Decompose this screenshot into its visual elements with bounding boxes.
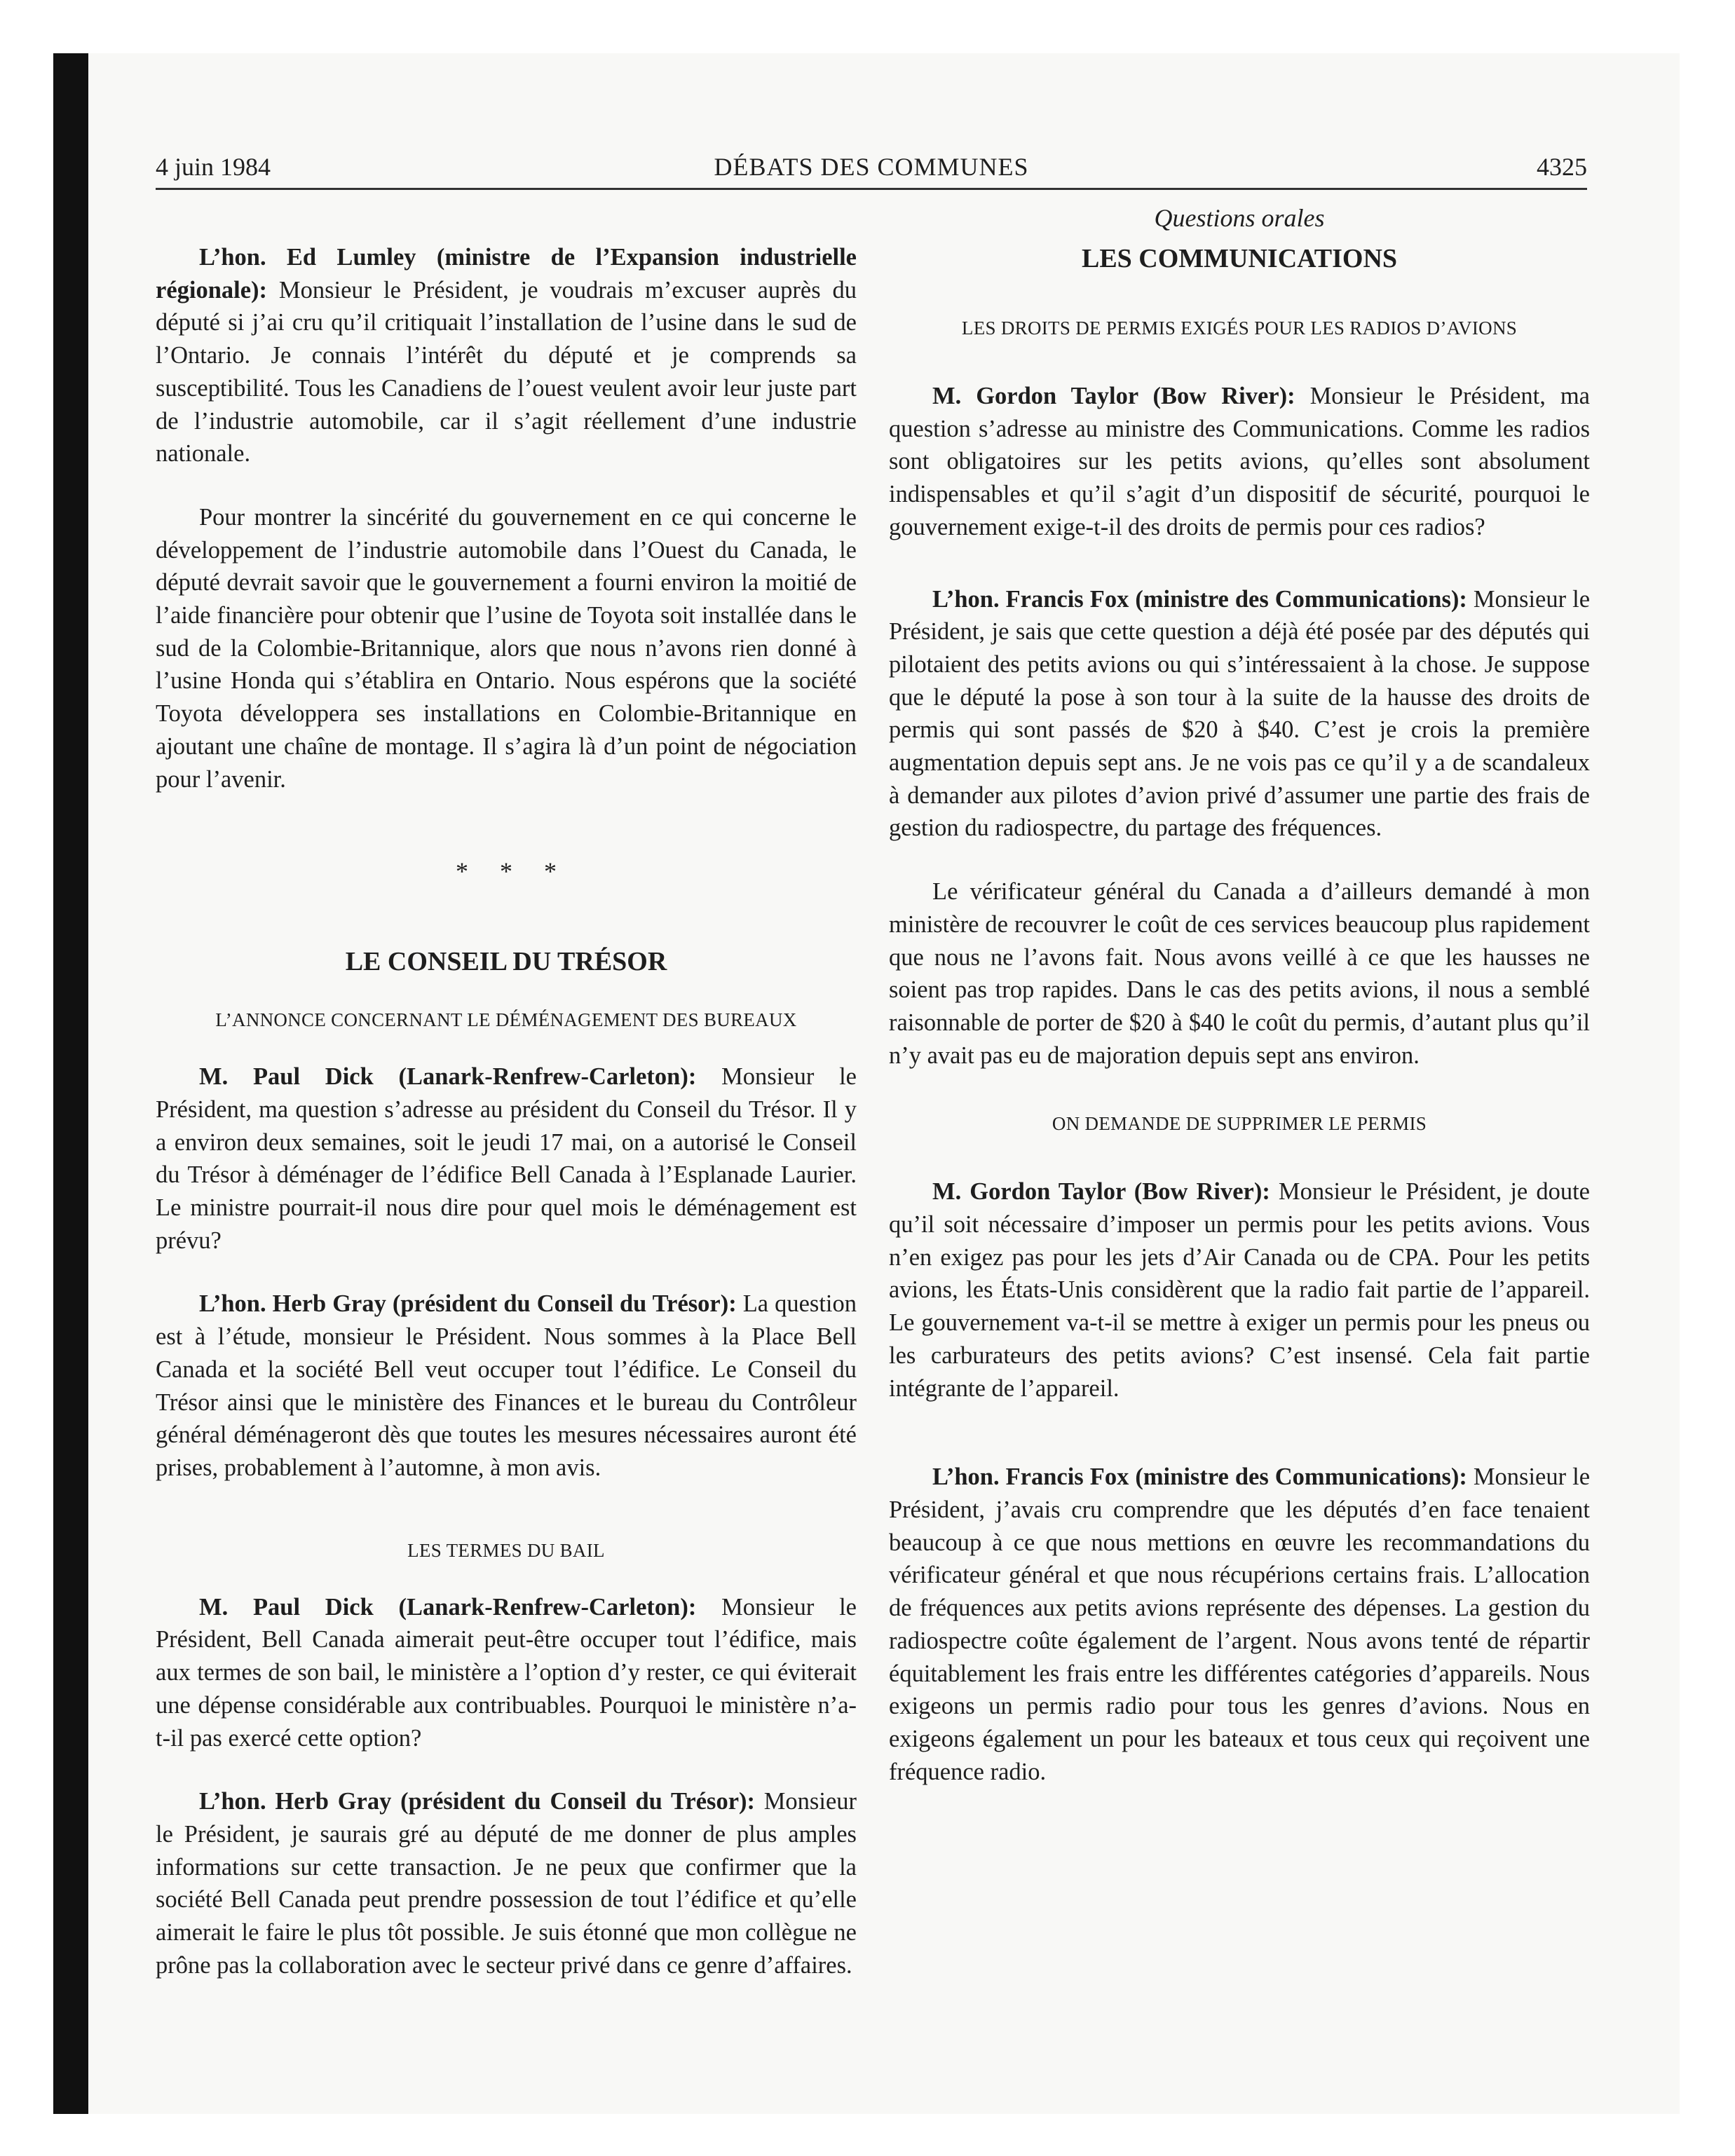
- header-title: DÉBATS DES COMMUNES: [714, 153, 1029, 181]
- section-separator: * * *: [456, 857, 557, 886]
- paragraph: Le vérificateur général du Canada a d’ailleurs demandé à mon ministère de recouvrer le coût de ces services beaucoup plus rapidement que nous ne l’avons fait. Nous avons veillé à ce que les hausses ne soient pas trop rapides. Dans le cas des petits avions, il nous a semblé raisonnable de porter de $20 à $40 le coût du permis, d’autant plus qu’il n’y avait pas eu de majoration depuis sept ans environ.: [889, 878, 1590, 1069]
- speaker-name: M. Gordon Taylor (Bow River):: [932, 1178, 1270, 1206]
- speaker-name: L’hon. Herb Gray (président du Conseil du Trésor):: [199, 1788, 756, 1815]
- header-page-number: 4325: [1537, 153, 1587, 181]
- paragraph: [156, 241, 857, 470]
- speech-text: Monsieur le Président, j’avais cru comprendre que les députés d’en face tenaient beaucoup à ce que nous mettions en œuvre les recommandations du vérificateur général et que nous récupérions certains frais. L’allocation de fréquences aux petits avions représente des dépenses. La gestion du radiospectre coûte également de l’argent. Nous avons tenté de répartir équitablement les frais entre les différentes catégories d’appareils. Nous exigeons un permis radio pour tous les genres d’avions. Nous en exigeons également un pour les bateaux et tous ceux qui reçoivent une fréquence radio.: [889, 1464, 1591, 1785]
- paragraph: [889, 380, 1590, 544]
- section-heading: LE CONSEIL DU TRÉSOR: [345, 947, 667, 977]
- paragraph: [889, 1461, 1590, 1788]
- paragraph: [156, 1785, 857, 1981]
- paragraph: [889, 583, 1590, 845]
- paragraph: Pour montrer la sincérité du gouvernement en ce qui concerne le développement de l’industrie automobile dans l’Ouest du Canada, le député devrait savoir que le gouvernement a fourni environ la moitié de l’aide financière pour obtenir que l’usine de Toyota soit installée dans le sud de la Colombie-Britannique, alors que nous n’avons rien donné à l’usine Honda qui s’établira en Ontario. Nous espérons que la société Toyota développera ses installations en Colombie-Britannique en ajoutant une chaîne de montage. Il s’agira là d’un point de négociation pour l’avenir.: [156, 503, 857, 793]
- speech-text: Monsieur le Président, ma question s’adresse au ministre des Communications. Comme les radios sont obligatoires sur les petits avions, qu’elles sont absolument indispensables et qu’il s’agit d’un dispositif de sécurité, pourquoi le gouvernement exige-t-il des droits de permis pour ces radios?: [889, 383, 1590, 540]
- speaker-name: L’hon. Francis Fox (ministre des Communications):: [932, 585, 1467, 613]
- paragraph: [156, 1591, 857, 1755]
- scan-edge: [53, 53, 88, 2114]
- speaker-name: M. Gordon Taylor (Bow River):: [932, 383, 1295, 409]
- speaker-name: M. Paul Dick (Lanark-Renfrew-Carleton):: [199, 1593, 697, 1621]
- section-heading: LES COMMUNICATIONS: [1081, 244, 1398, 273]
- section-subheading: L’ANNONCE CONCERNANT LE DÉMÉNAGEMENT DES BUREAUX: [215, 1009, 797, 1031]
- speech-text: Monsieur le Président, Bell Canada aimerait peut-être occuper tout l’édifice, mais aux termes de son bail, le ministère a l’option d’y rester, ce qui éviterait une dépense considérable aux contribuables. Pourquoi le ministère n’a-t-il pas exercé cette option?: [156, 1593, 857, 1752]
- speech-text: Monsieur le Président, je saurais gré au député de me donner de plus amples informations sur cette transaction. Je ne peux que confirmer que la société Bell Canada peut prendre possession de tout l’édifice et qu’elle aimerait le faire le plus tôt possible. Je suis étonné que mon collègue ne prône pas la collaboration avec le secteur privé dans ce genre d’affaires.: [156, 1788, 857, 1979]
- header-date: 4 juin 1984: [156, 153, 271, 181]
- paragraph: [156, 1288, 857, 1484]
- speech-text: Monsieur le Président, je doute qu’il soit nécessaire d’imposer un permis pour les petits avions. Vous n’en exigez pas pour les jets d’Air Canada ou de CPA. Pour les petits avions, les États-Unis considèrent que la radio fait partie de l’appareil. Le gouvernement va-t-il se mettre à exiger un permis pour les pneus ou les carburateurs des petits avions? C’est insensé. Cela fait partie intégrante de l’appareil.: [889, 1178, 1590, 1402]
- speaker-name: M. Paul Dick (Lanark-Renfrew-Carleton):: [199, 1063, 697, 1091]
- section-subheading: LES TERMES DU BAIL: [407, 1539, 605, 1561]
- section-subheading: ON DEMANDE DE SUPPRIMER LE PERMIS: [1052, 1113, 1427, 1135]
- right-column: [889, 202, 1590, 1788]
- paragraph: [889, 1175, 1590, 1405]
- speech-text: La question est à l’étude, monsieur le Président. Nous sommes à la Place Bell Canada et la société Bell veut occuper tout l’édifice. Le Conseil du Trésor ainsi que le ministère des Finances et le bureau du Contrôleur général déménageront dès que toutes les mesures nécessaires auront été prises, probablement à l’automne, à mon avis.: [156, 1290, 857, 1481]
- left-column: [156, 241, 857, 1981]
- speech-text: Monsieur le Président, je voudrais m’excuser auprès du député si j’ai cru qu’il critiquait l’installation de l’usine dans le sud de l’Ontario. Je connais l’intérêt du député et je comprends sa susceptibilité. Tous les Canadiens de l’ouest veulent avoir leur juste part de l’industrie automobile, car il s’agit réellement d’une industrie nationale.: [156, 276, 857, 468]
- paragraph: [156, 1060, 857, 1257]
- rubric: Questions orales: [1154, 204, 1325, 232]
- speaker-name: L’hon. Ed Lumley (ministre de l’Expansion industrielle régionale):: [156, 244, 857, 303]
- speaker-name: L’hon. Herb Gray (président du Conseil du Trésor):: [199, 1290, 737, 1318]
- speaker-name: L’hon. Francis Fox (ministre des Communications):: [932, 1464, 1467, 1491]
- speech-text: Monsieur le Président, je sais que cette question a déjà été posée par des députés qui pilotaient des petits avions ou qui s’intéressaient à la chose. Je suppose que le député la pose à son tour à la suite de la hausse des droits de permis qui sont passés de $20 à $40. C’est je crois la première augmentation depuis sept ans. Je ne vois pas ce qu’il y a de scandaleux à demander aux pilotes d’avion privé d’assumer une partie des frais de gestion du radiospectre, du partage des fréquences.: [889, 585, 1591, 842]
- page-header: [156, 151, 1587, 190]
- speech-text: Monsieur le Président, ma question s’adresse au président du Conseil du Trésor. Il y a environ deux semaines, soit le jeudi 17 mai, on a autorisé le Conseil du Trésor à déménager de l’édifice Bell Canada à l’Esplanade Laurier. Le ministre pourrait-il nous dire pour quel mois le déménagement est prévu?: [156, 1063, 857, 1254]
- section-subheading: LES DROITS DE PERMIS EXIGÉS POUR LES RADIOS D’AVIONS: [961, 318, 1518, 339]
